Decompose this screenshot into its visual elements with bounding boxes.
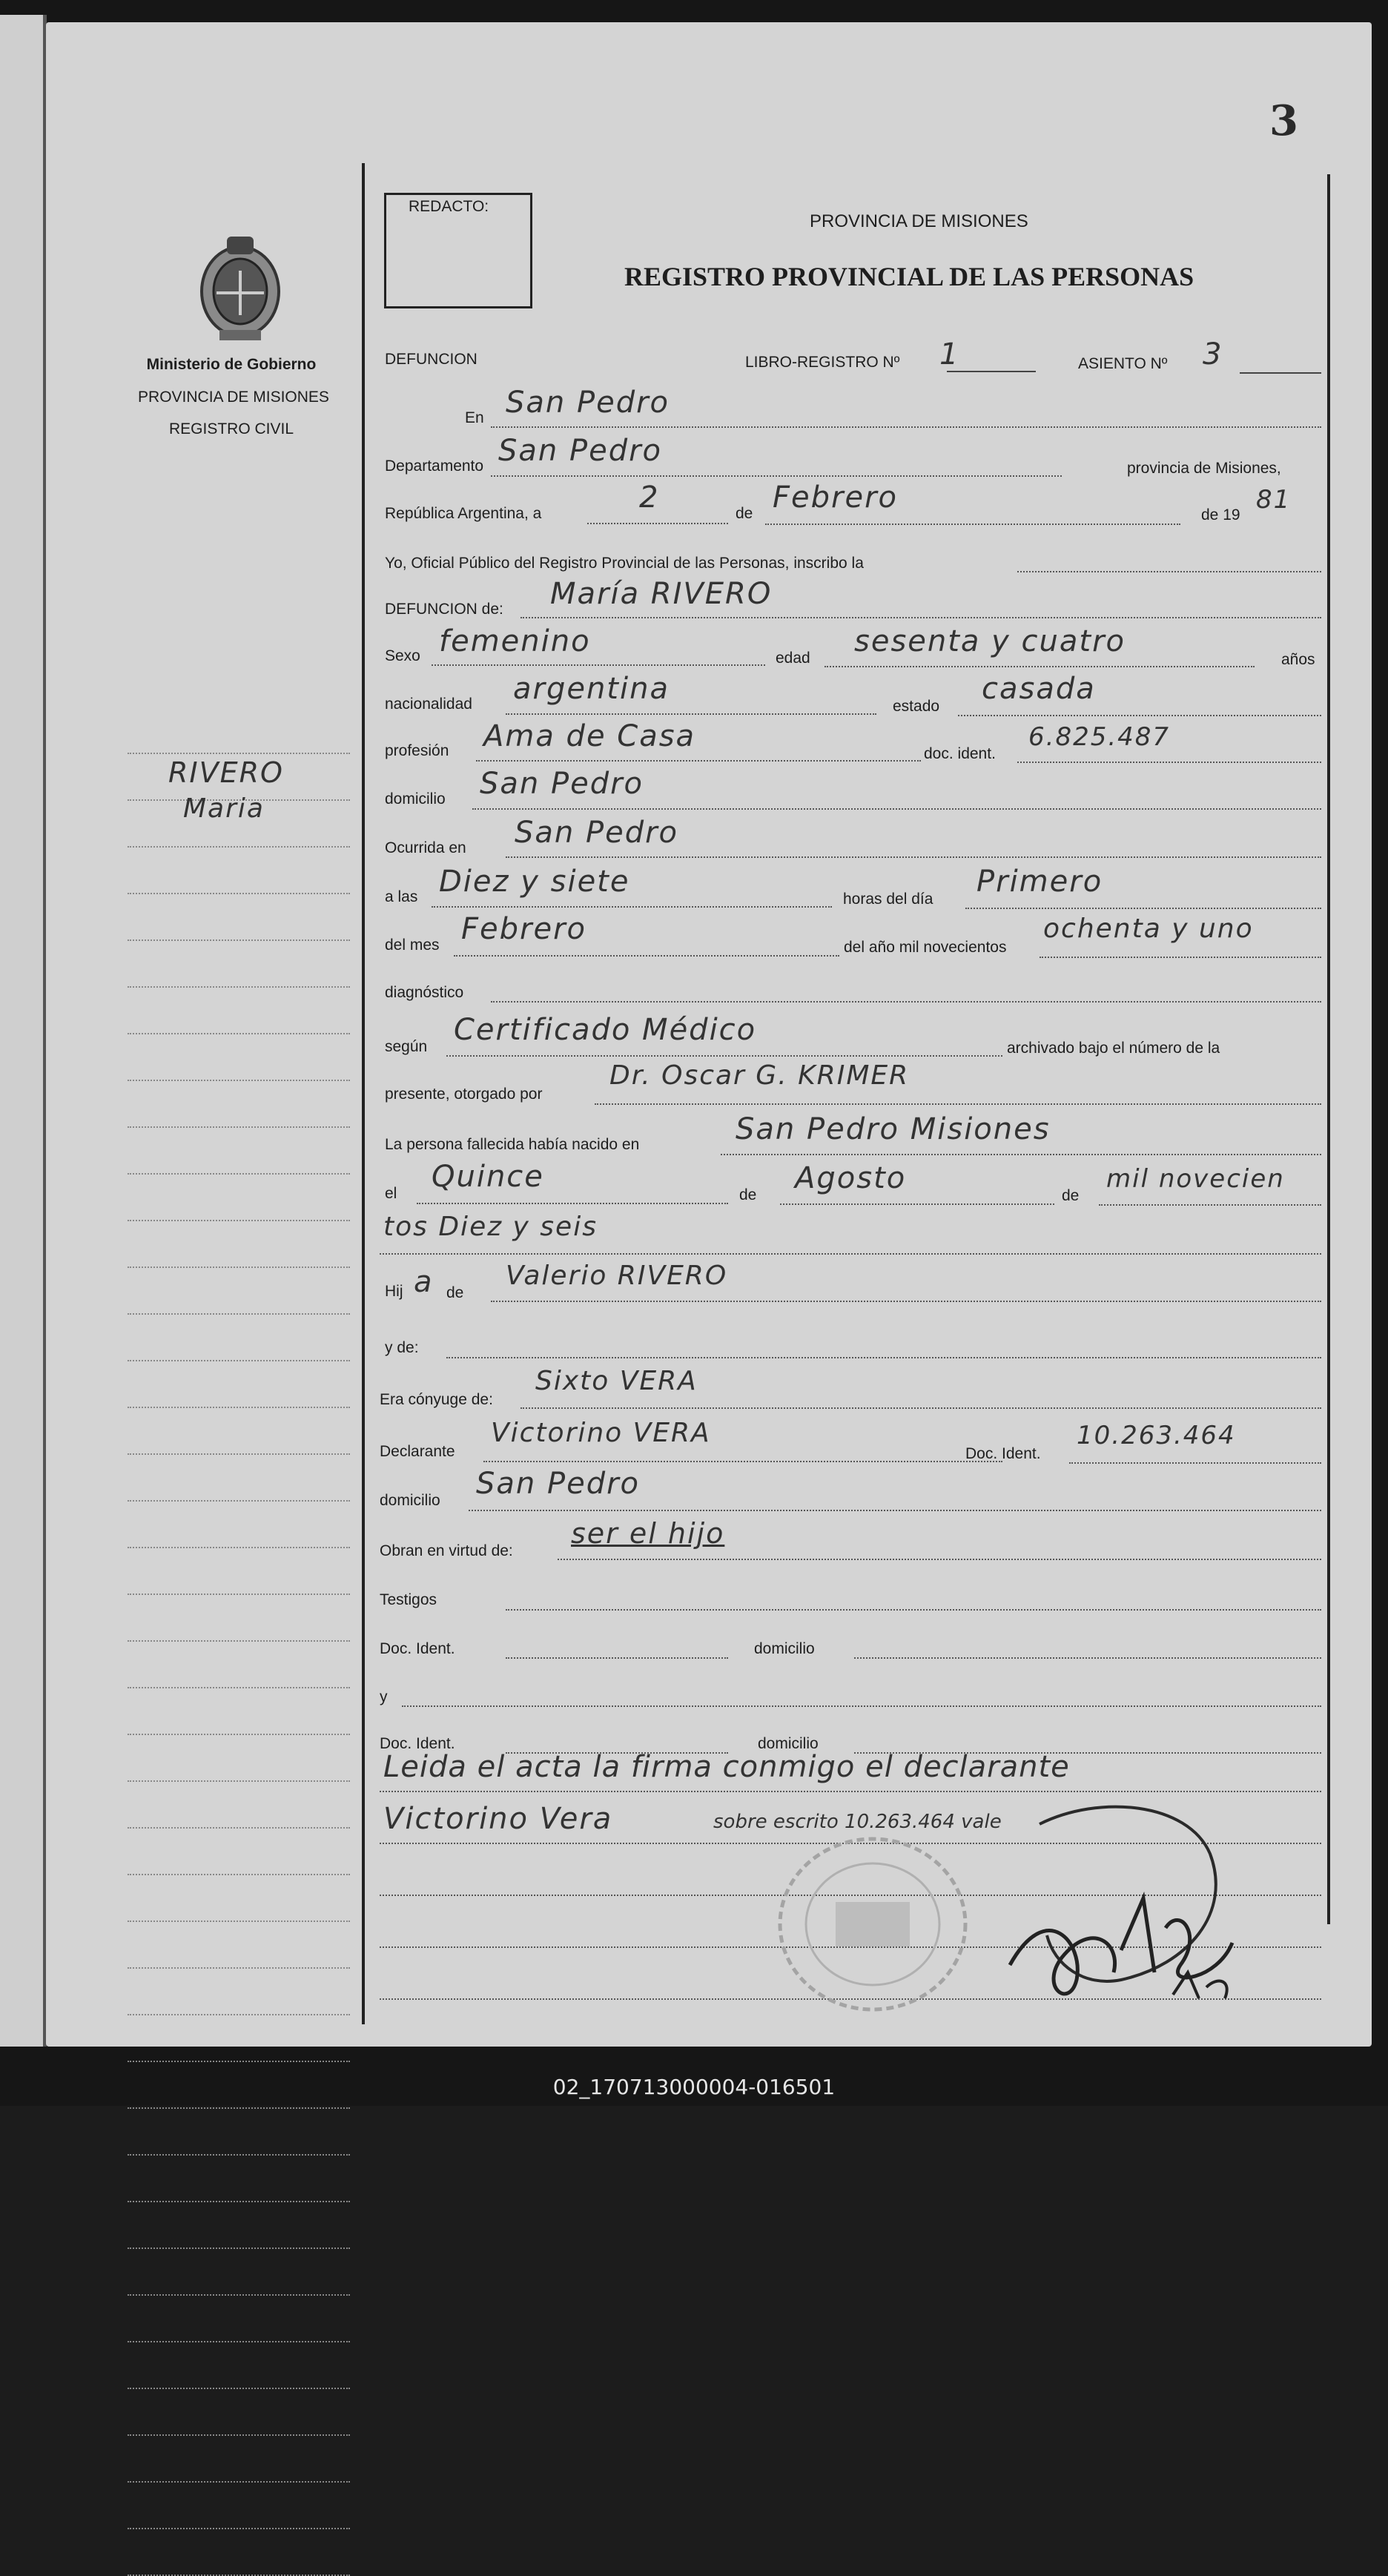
margin-rule <box>128 986 350 988</box>
defuncion-label: DEFUNCION <box>385 351 477 368</box>
decl-domicilio-line <box>469 1510 1321 1511</box>
domicilio-label: domicilio <box>385 790 446 808</box>
testigo1-domicilio-label: domicilio <box>754 1640 815 1657</box>
ministry-name: Ministerio de Gobierno <box>146 356 317 373</box>
edad-label: edad <box>776 650 810 667</box>
registry-title: REGISTRO PROVINCIAL DE LAS PERSONAS <box>624 262 1194 291</box>
anio-fallec-line <box>1040 957 1321 958</box>
margin-rule <box>128 1640 350 1642</box>
estado-line <box>958 715 1321 716</box>
registry-page <box>46 22 1372 2047</box>
otorgado-line <box>595 1103 1321 1105</box>
margin-name: Maria <box>183 793 265 824</box>
margin-rule <box>128 893 350 894</box>
doc-ident-line <box>1017 762 1321 763</box>
margin-rule <box>128 1687 350 1688</box>
departamento-line <box>491 475 1062 477</box>
margin-rule <box>128 1594 350 1595</box>
mes-line <box>765 524 1180 525</box>
decl-doc-line <box>1069 1462 1321 1464</box>
testigo1-domicilio-line <box>854 1657 1321 1659</box>
doc-ident-label: doc. ident. <box>924 745 996 762</box>
margin-rule <box>128 1266 350 1268</box>
nac-mes-line <box>780 1203 1054 1205</box>
presente-label: presente, otorgado por <box>385 1086 543 1103</box>
margin-rule <box>128 846 350 848</box>
margin-rule <box>128 2248 350 2249</box>
mes-value: Febrero <box>773 480 898 515</box>
testigo1-doc-line <box>506 1657 728 1659</box>
domicilio-value: San Pedro <box>480 767 644 801</box>
y-de-label: y de: <box>385 1339 419 1356</box>
padre-line <box>491 1301 1321 1302</box>
margin-rule <box>128 1780 350 1782</box>
asiento-value: 3 <box>1203 337 1223 371</box>
en-line <box>491 426 1321 428</box>
horas-label: horas del día <box>843 891 933 908</box>
testigos-label: Testigos <box>380 1591 437 1608</box>
closing-line-1-rule <box>380 1791 1321 1792</box>
dia-line <box>587 523 728 524</box>
yo-line <box>1017 571 1321 572</box>
libro-value: 1 <box>939 337 960 371</box>
nac-anio2-line <box>380 1253 1321 1255</box>
hij-de-label: de <box>446 1284 464 1301</box>
estado-value: casada <box>982 672 1096 706</box>
asiento-label: ASIENTO Nº <box>1078 355 1168 372</box>
margin-rule <box>128 1874 350 1875</box>
libro-line <box>947 371 1036 372</box>
de-19-label: de 19 <box>1201 506 1240 524</box>
nac-mes-value: Agosto <box>795 1161 907 1195</box>
page-number: 3 <box>1269 96 1298 145</box>
obran-value: ser el hijo <box>571 1517 725 1550</box>
decl-doc-value: 10.263.464 <box>1077 1421 1236 1450</box>
y-label: y <box>380 1688 388 1705</box>
margin-rule <box>128 1033 350 1034</box>
defuncion-de-label: DEFUNCION de: <box>385 601 503 618</box>
nac-de2-label: de <box>1062 1187 1080 1204</box>
margin-rule <box>128 939 350 941</box>
form-right-border <box>1327 174 1330 1924</box>
nac-dia-line <box>417 1203 728 1204</box>
del-mes-label: del mes <box>385 937 440 954</box>
margin-rule <box>128 2294 350 2296</box>
margin-rule <box>128 1126 350 1128</box>
decl-doc-label: Doc. Ident. <box>965 1445 1041 1462</box>
margin-rule <box>128 1453 350 1455</box>
margin-rule <box>128 2434 350 2436</box>
nacionalidad-line <box>506 713 876 715</box>
el-label: el <box>385 1185 397 1202</box>
conyuge-line <box>520 1407 1321 1409</box>
ministry-province: PROVINCIA DE MISIONES <box>138 389 329 406</box>
dia-palabra-line <box>965 908 1321 909</box>
y-de-line <box>446 1357 1321 1358</box>
profesion-value: Ama de Casa <box>483 719 696 753</box>
filename-caption: 02_170713000004-016501 <box>0 2069 1388 2106</box>
margin-rule <box>128 1967 350 1969</box>
segun-value: Certificado Médico <box>454 1013 757 1047</box>
doc-ident-value: 6.825.487 <box>1028 722 1171 752</box>
declarante-line <box>483 1461 1002 1462</box>
anios-label: años <box>1281 651 1315 668</box>
profesion-line <box>476 760 921 762</box>
margin-rule <box>128 1220 350 1221</box>
coat-of-arms-icon <box>194 234 287 345</box>
de-label: de <box>736 505 753 522</box>
asiento-line <box>1240 372 1321 374</box>
nac-anio1-value: mil novecien <box>1106 1164 1285 1194</box>
ministry-registry: REGISTRO CIVIL <box>168 420 294 437</box>
republica-label: República Argentina, a <box>385 505 542 522</box>
profesion-label: profesión <box>385 742 449 759</box>
provincia-label: provincia de Misiones, <box>1127 460 1281 477</box>
diagnostico-label: diagnóstico <box>385 984 464 1001</box>
hij-suffix: a <box>414 1265 434 1299</box>
dia-palabra-value: Primero <box>976 865 1103 899</box>
segun-label: según <box>385 1038 428 1055</box>
margin-rule <box>128 1500 350 1502</box>
departamento-value: San Pedro <box>498 434 663 468</box>
ocurrida-line <box>506 856 1321 858</box>
archivado-label: archivado bajo el número de la <box>1007 1040 1220 1057</box>
yo-label: Yo, Oficial Público del Registro Provincial de las Personas, inscribo la <box>385 555 864 572</box>
hij-label: Hij <box>385 1283 403 1300</box>
ocurrida-label: Ocurrida en <box>385 839 466 856</box>
libro-label: LIBRO-REGISTRO Nº <box>745 354 900 371</box>
en-label: En <box>465 409 484 426</box>
hora-line <box>432 906 832 908</box>
ocurrida-value: San Pedro <box>515 816 679 850</box>
form-left-border <box>362 163 365 2024</box>
nac-anio2-value: tos Diez y seis <box>383 1212 598 1242</box>
declarante-label: Declarante <box>380 1443 455 1460</box>
margin-rule <box>128 2528 350 2529</box>
conyuge-label: Era cónyuge de: <box>380 1391 493 1408</box>
diagnostico-line <box>491 1001 1321 1003</box>
padre-value: Valerio RIVERO <box>506 1261 728 1291</box>
official-stamp-icon <box>773 1832 973 2017</box>
conyuge-value: Sixto VERA <box>535 1366 698 1396</box>
closing-note: sobre escrito 10.263.464 vale <box>713 1811 1002 1833</box>
margin-rule <box>128 1734 350 1735</box>
mes-fallec-line <box>454 955 839 957</box>
edad-line <box>824 666 1255 667</box>
margin-rule <box>128 2341 350 2342</box>
nac-dia-value: Quince <box>432 1160 544 1194</box>
edad-value: sesenta y cuatro <box>854 624 1126 658</box>
testigo2-doc-label: Doc. Ident. <box>380 1735 455 1752</box>
segun-line <box>446 1055 1002 1057</box>
defuncion-de-line <box>520 617 1321 618</box>
margin-rule <box>128 1313 350 1315</box>
departamento-label: Departamento <box>385 458 484 475</box>
anio-value: 81 <box>1256 485 1292 515</box>
margin-rule <box>128 2061 350 2062</box>
testigo2-domicilio-label: domicilio <box>758 1735 819 1752</box>
domicilio-line <box>472 808 1321 810</box>
margin-rule <box>128 2201 350 2202</box>
margin-rule <box>128 2014 350 2015</box>
book-spine-edge <box>0 15 47 2047</box>
otorgado-value: Dr. Oscar G. KRIMER <box>609 1060 910 1091</box>
closing-name: Victorino Vera <box>383 1802 613 1836</box>
nac-de-label: de <box>739 1186 757 1203</box>
nacido-value: San Pedro Misiones <box>736 1112 1051 1146</box>
margin-rule <box>128 2481 350 2483</box>
sexo-label: Sexo <box>385 647 420 664</box>
en-value: San Pedro <box>506 386 670 420</box>
margin-rule <box>128 753 350 754</box>
sexo-line <box>432 664 765 666</box>
anio-fallec-value: ochenta y uno <box>1043 914 1254 944</box>
del-anio-label: del año mil novecientos <box>844 939 1007 956</box>
nacido-line <box>721 1154 1321 1155</box>
nacionalidad-label: nacionalidad <box>385 696 472 713</box>
margin-rule <box>128 2107 350 2109</box>
province-heading: PROVINCIA DE MISIONES <box>810 211 1028 231</box>
declarante-value: Victorino VERA <box>491 1418 711 1448</box>
margin-rule <box>128 1407 350 1408</box>
redacto-label: REDACTO: <box>409 198 489 215</box>
y-line <box>402 1705 1321 1707</box>
dia-value: 2 <box>639 480 660 515</box>
nacionalidad-value: argentina <box>513 672 670 706</box>
defuncion-de-value: María RIVERO <box>550 577 773 611</box>
margin-rule <box>128 1547 350 1548</box>
closing-line-1: Leida el acta la firma conmigo el declarante <box>383 1750 1070 1784</box>
testigos-line <box>506 1609 1321 1611</box>
hora-value: Diez y siete <box>439 865 630 899</box>
margin-rule <box>128 1921 350 1922</box>
mes-fallec-value: Febrero <box>461 912 586 946</box>
a-las-label: a las <box>385 888 418 905</box>
obran-label: Obran en virtud de: <box>380 1542 513 1559</box>
margin-rule <box>128 1360 350 1361</box>
estado-label: estado <box>893 698 940 715</box>
nac-anio1-line <box>1099 1204 1321 1206</box>
margin-surname: RIVERO <box>168 756 284 789</box>
sexo-value: femenino <box>439 624 591 658</box>
margin-rule <box>128 1080 350 1081</box>
testigo1-doc-label: Doc. Ident. <box>380 1640 455 1657</box>
margin-rule <box>128 1827 350 1829</box>
margin-rule <box>128 2388 350 2389</box>
obran-line <box>558 1559 1321 1560</box>
signature-icon <box>995 1794 1277 2017</box>
decl-domicilio-label: domicilio <box>380 1492 440 1509</box>
redacto-box <box>384 193 532 308</box>
decl-domicilio-value: San Pedro <box>476 1467 641 1501</box>
margin-rule <box>128 2154 350 2156</box>
margin-rule <box>128 1173 350 1175</box>
nacido-label: La persona fallecida había nacido en <box>385 1136 640 1153</box>
